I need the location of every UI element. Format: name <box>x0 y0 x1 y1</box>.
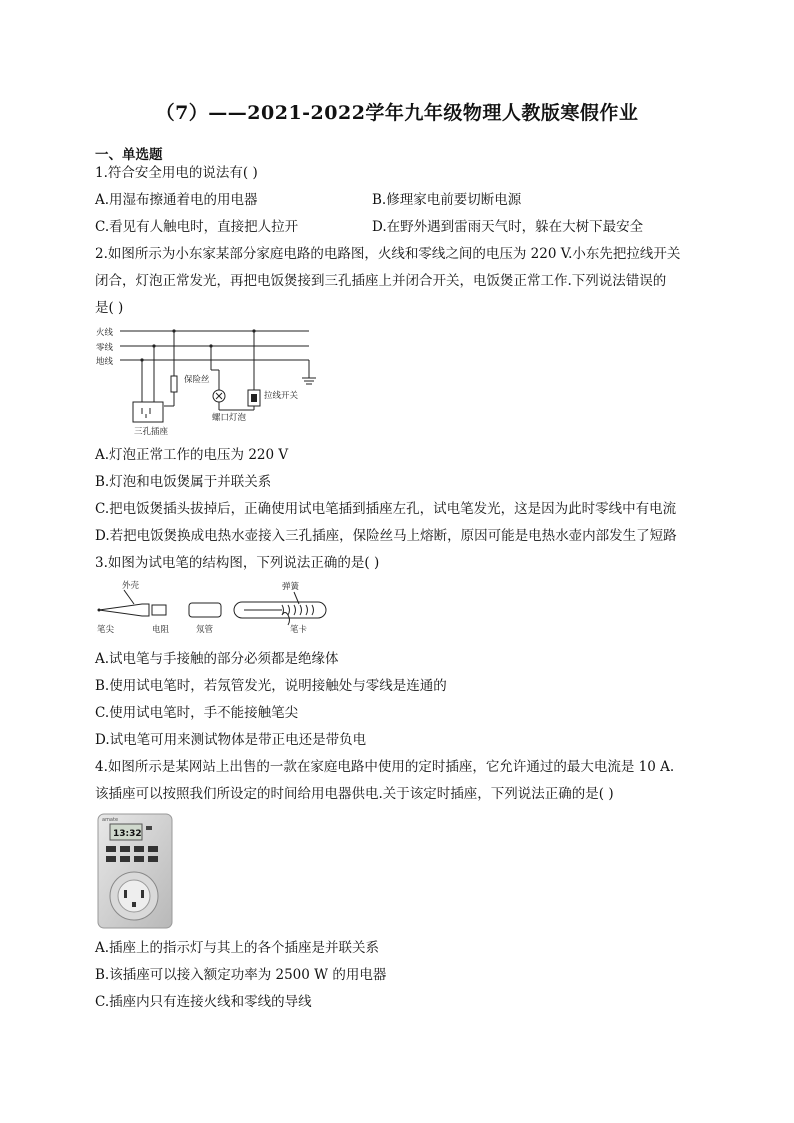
neutral-wire-label: 零线 <box>96 343 114 353</box>
q4-stem-line2: 该插座可以按照我们所设定的时间给用电器供电.关于该定时插座，下列说法正确的是( ) <box>95 786 614 802</box>
timer-socket-image <box>96 812 174 930</box>
pen-clip-label: 笔卡 <box>290 625 308 635</box>
q3-stem: 3.如图为试电笔的结构图，下列说法正确的是( ) <box>95 555 380 571</box>
resistor-label: 电阻 <box>152 625 170 635</box>
q1-option-d: D.在野外遇到雷雨天气时，躲在大树下最安全 <box>372 219 644 235</box>
switch-label: 拉线开关 <box>264 391 299 401</box>
q4-option-b: B.该插座可以接入额定功率为 2500 W 的用电器 <box>95 967 387 983</box>
circuit-diagram <box>94 326 334 438</box>
shell-label: 外壳 <box>122 581 140 591</box>
q2-option-c: C.把电饭煲插头拔掉后，正确使用试电笔插到插座左孔，试电笔发光，这是因为此时零线中有电流 <box>95 501 677 517</box>
q1-option-c: C.看见有人触电时，直接把人拉开 <box>95 219 299 235</box>
q2-stem-line3: 是( ) <box>95 300 124 316</box>
bulb-label: 螺口灯泡 <box>212 413 247 423</box>
fuse-label: 保险丝 <box>184 375 210 385</box>
q4-option-c: C.插座内只有连接火线和零线的导线 <box>95 994 312 1010</box>
q1-option-a: A.用湿布擦通着电的用电器 <box>95 192 258 208</box>
q1-option-b: B.修理家电前要切断电源 <box>372 192 522 208</box>
q3-option-d: D.试电笔可用来测试物体是带正电还是带负电 <box>95 732 367 748</box>
neon-tube-label: 氖管 <box>196 625 214 635</box>
live-wire-label: 火线 <box>96 328 114 338</box>
q2-option-b: B.灯泡和电饭煲属于并联关系 <box>95 474 272 490</box>
tip-label: 笔尖 <box>97 625 115 635</box>
q3-option-b: B.使用试电笔时，若氖管发光，说明接触处与零线是连通的 <box>95 678 447 694</box>
q4-option-a: A.插座上的指示灯与其上的各个插座是并联关系 <box>95 940 380 956</box>
q1-stem: 1.符合安全用电的说法有( ) <box>95 165 258 181</box>
test-pen-diagram <box>94 580 334 640</box>
ground-wire-label: 地线 <box>96 357 114 367</box>
q2-stem-line1: 2.如图所示为小东家某部分家庭电路的电路图，火线和零线之间的电压为 220 V.小东先把拉线开关 <box>95 246 681 262</box>
q3-option-a: A.试电笔与手接触的部分必须都是绝缘体 <box>95 651 339 667</box>
q2-option-d: D.若把电饭煲换成电热水壶接入三孔插座，保险丝马上熔断，原因可能是电热水壶内部发生了短路 <box>95 528 677 544</box>
socket-label: 三孔插座 <box>134 427 169 437</box>
q2-stem-line2: 闭合，灯泡正常发光，再把电饭煲接到三孔插座上并闭合开关，电饭煲正常工作.下列说法错误的 <box>95 273 667 289</box>
spring-label: 弹簧 <box>282 582 300 592</box>
q4-stem-line1: 4.如图所示是某网站上出售的一款在家庭电路中使用的定时插座，它允许通过的最大电流是 10 A. <box>95 759 675 775</box>
q2-option-a: A.灯泡正常工作的电压为 220 V <box>95 447 289 463</box>
timer-display: 13:32 <box>113 829 142 839</box>
section-heading: 一、单选题 <box>95 147 163 163</box>
page-title: （7）——2021-2022学年九年级物理人教版寒假作业 <box>155 102 639 124</box>
q3-option-c: C.使用试电笔时，手不能接触笔尖 <box>95 705 299 721</box>
brand-label: amate <box>102 817 119 823</box>
